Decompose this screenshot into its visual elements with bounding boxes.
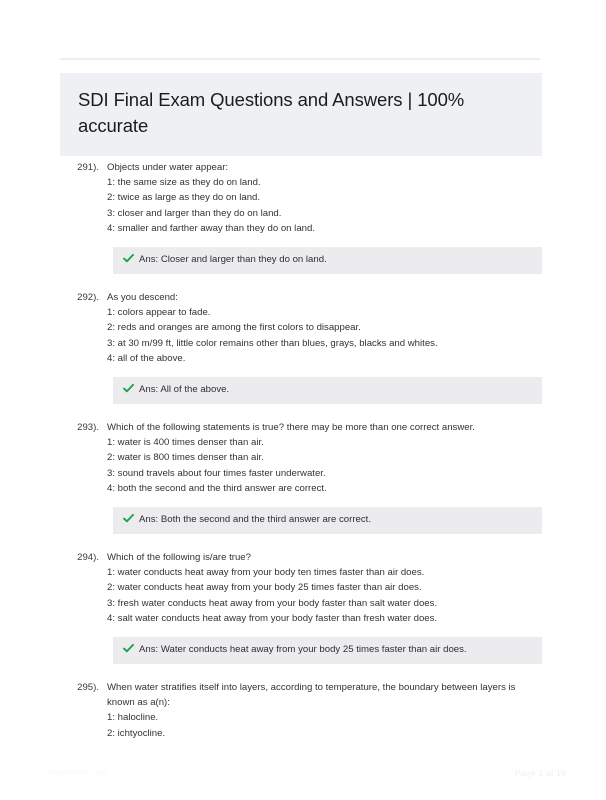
question-block <box>0 160 606 274</box>
answer-option: 4: both the second and the third answer are correct. <box>107 482 327 494</box>
correct-answer-text: Ans: Closer and larger than they do on land. <box>139 254 327 266</box>
question-prompt: Which of the following is/are true? <box>107 552 251 564</box>
correct-answer-band <box>113 247 542 274</box>
question-number: 295). <box>77 682 99 694</box>
answer-option: 1: water conducts heat away from your body ten times faster than air does. <box>107 567 425 579</box>
question-prompt: As you descend: <box>107 292 178 304</box>
check-icon <box>123 644 134 653</box>
answer-option: 3: closer and larger than they do on land. <box>107 207 282 219</box>
answer-option: 2: water conducts heat away from your body 25 times faster than air does. <box>107 582 422 594</box>
question-block <box>0 420 606 534</box>
question-row <box>0 290 606 366</box>
question-body <box>107 550 606 626</box>
answer-option: 2: twice as large as they do on land. <box>107 192 261 204</box>
question-number: 294). <box>77 552 99 564</box>
answer-option: 1: water is 400 times denser than air. <box>107 437 264 449</box>
question-prompt: Objects under water appear: <box>107 162 229 173</box>
footer-watermark: PaperStific.com <box>48 768 108 777</box>
question-row <box>0 160 606 236</box>
answer-option: 2: ichtyocline. <box>107 727 166 739</box>
answer-option: 4: smaller and farther away than they do on land. <box>107 222 315 234</box>
correct-answer-band <box>113 637 542 664</box>
correct-answer-text: Ans: Both the second and the third answer are correct. <box>139 514 371 526</box>
question-body <box>107 420 606 496</box>
question-body <box>107 290 606 366</box>
answer-option: 1: colors appear to fade. <box>107 307 211 319</box>
page-footer <box>0 766 606 786</box>
answer-option: 3: fresh water conducts heat away from your body faster than salt water does. <box>107 597 438 609</box>
question-number: 293). <box>77 422 99 434</box>
question-list <box>0 160 606 757</box>
answer-option: 1: halocline. <box>107 712 159 724</box>
check-icon <box>123 254 134 263</box>
document-title-band <box>60 73 542 156</box>
question-body <box>107 160 606 236</box>
answer-option: 4: salt water conducts heat away from your body faster than fresh water does. <box>107 612 438 624</box>
answer-option: 2: reds and oranges are among the first colors to disappear. <box>107 322 361 334</box>
question-prompt: When water stratifies itself into layers, according to temperature, the boundary between layers is known as a(n): <box>107 682 516 709</box>
title-top-rule <box>60 58 540 60</box>
question-body <box>107 680 606 741</box>
question-number: 292). <box>77 292 99 304</box>
check-icon <box>123 384 134 393</box>
question-row <box>0 420 606 496</box>
question-row <box>0 550 606 626</box>
question-block <box>0 290 606 404</box>
correct-answer-band <box>113 507 542 534</box>
answer-option: 3: at 30 m/99 ft, little color remains other than blues, grays, blacks and whites. <box>107 337 438 349</box>
question-number: 291). <box>77 162 99 173</box>
correct-answer-text: Ans: Water conducts heat away from your body 25 times faster than air does. <box>139 644 467 656</box>
question-block <box>0 550 606 664</box>
question-row <box>0 680 606 741</box>
question-prompt: Which of the following statements is true? there may be more than one correct answer. <box>107 422 475 434</box>
check-icon <box>123 514 134 523</box>
correct-answer-band <box>113 377 542 404</box>
footer-page-number: Page 1 of 19 <box>514 768 566 778</box>
page-title: SDI Final Exam Questions and Answers | 100% accurate <box>78 89 465 137</box>
answer-option: 3: sound travels about four times faster underwater. <box>107 467 326 479</box>
answer-option: 2: water is 800 times denser than air. <box>107 452 264 464</box>
answer-option: 4: all of the above. <box>107 352 186 364</box>
correct-answer-text: Ans: All of the above. <box>139 384 230 396</box>
question-block <box>0 680 606 741</box>
answer-option: 1: the same size as they do on land. <box>107 177 261 189</box>
